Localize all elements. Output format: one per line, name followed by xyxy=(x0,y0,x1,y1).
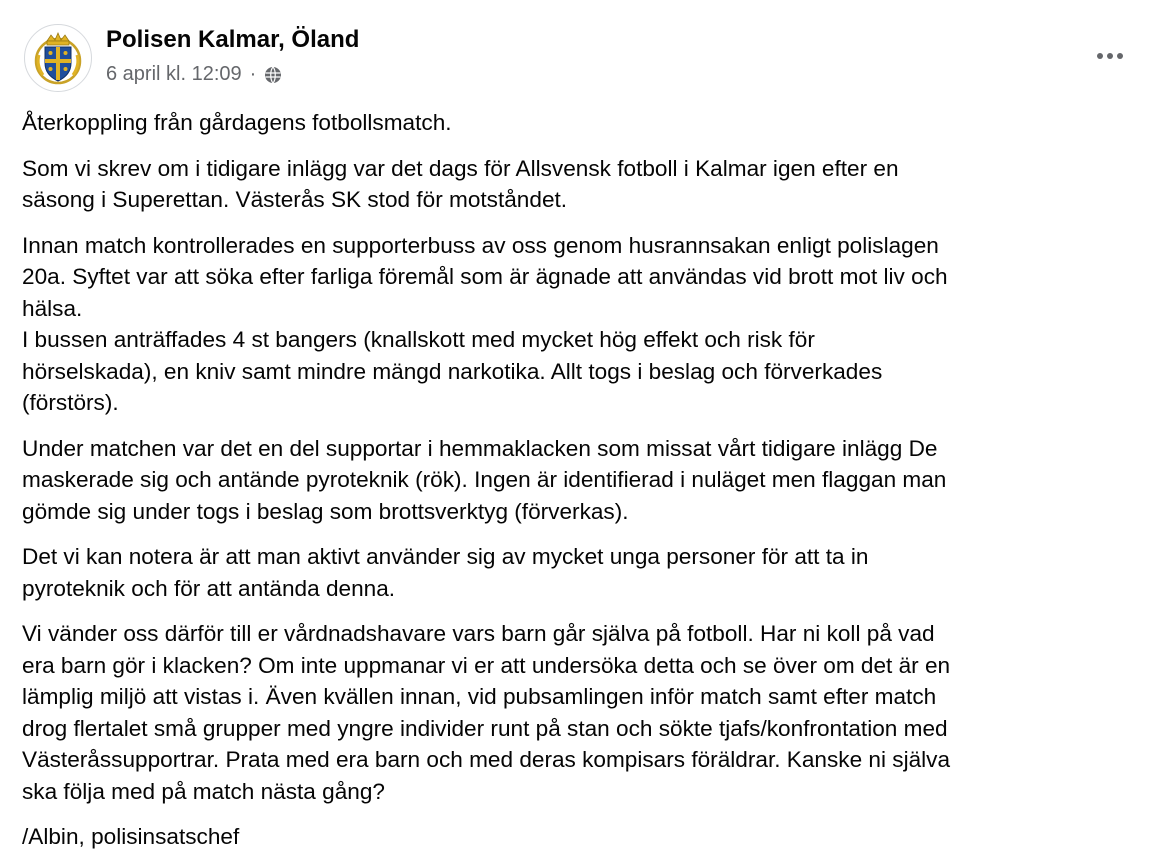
post-meta xyxy=(106,63,282,86)
more-dot xyxy=(1117,53,1123,59)
meta-separator: · xyxy=(249,63,257,85)
page-name[interactable]: Polisen Kalmar, Öland xyxy=(106,26,360,53)
police-emblem-icon xyxy=(25,25,91,91)
post-signature: /Albin, polisinsatschef xyxy=(22,824,240,849)
post-paragraph: Under matchen var det en del supportar i hemmaklacken som missat vårt tidigare inlägg De maskerade sig och antände pyroteknik (rök). Ingen är identifierad i nuläget men flaggan man gömde sig under togs i beslag som brottsverktyg (förverkas). xyxy=(22,435,947,524)
post-paragraph: Återkoppling från gårdagens fotbollsmatch. xyxy=(22,110,452,135)
globe-icon[interactable] xyxy=(264,66,282,84)
post-paragraph: Som vi skrev om i tidigare inlägg var det dags för Allsvensk fotboll i Kalmar igen efter en säsong i Superettan. Västerås SK stod för motståndet. xyxy=(22,155,899,212)
more-dot xyxy=(1107,53,1113,59)
post-body xyxy=(22,107,1132,864)
post-paragraph: Vi vänder oss därför till er vårdnadshavare vars barn går själva på fotboll. Har ni koll på vad era barn gör i klacken? Om inte uppmanar vi er att undersöka detta och se över om det är en lämplig miljö att vistas i. Även kvällen innan, vid pubsamlingen inför match samt efter match drog flertalet små grupper med yngre individer runt på stan och sökte tjafs/konfrontation med Västeråssupportrar. Prata med era barn och med deras kompisars föräldrar. Kanske ni själva ska följa med på match nästa gång? xyxy=(22,621,951,804)
page-avatar[interactable] xyxy=(24,24,92,92)
post-header xyxy=(24,20,1134,100)
post-paragraph: Det vi kan notera är att man aktivt använder sig av mycket unga personer för att ta in pyroteknik och för att antända denna. xyxy=(22,544,869,601)
more-dot xyxy=(1097,53,1103,59)
post-timestamp[interactable]: 6 april kl. 12:09 xyxy=(106,63,242,85)
post-paragraph: Innan match kontrollerades en supporterbuss av oss genom husrannsakan enligt polislagen 20a. Syftet var att söka efter farliga föremål som är ägnade att användas vid brott mot liv och hälsa. I bussen anträffades 4 st bangers (knallskott med mycket hög effekt och risk för hörselskada), en kniv samt mindre mängd narkotika. Allt togs i beslag och förverkades (förstörs). xyxy=(22,232,948,415)
more-options-button[interactable] xyxy=(1090,42,1130,70)
